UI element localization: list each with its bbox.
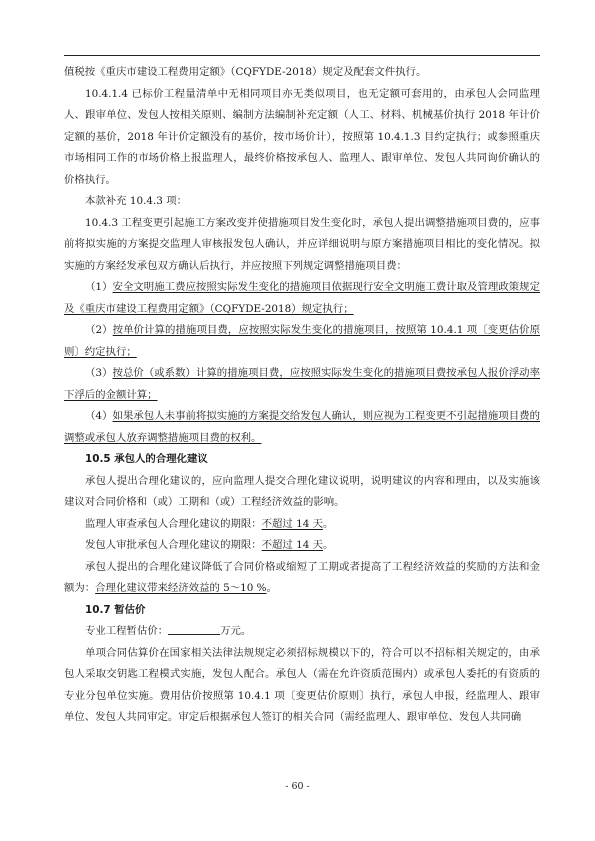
header-rule	[64, 55, 540, 56]
section-heading: 10.5 承包人的合理化建议	[85, 453, 208, 465]
list-item-text: 如果承包人未事前将拟实施的方案提交给发包人确认，则应视为工程变更不引起措施项目费的调整或承包人放弃调整措施项目费的权利。	[64, 410, 540, 444]
paragraph	[64, 535, 540, 557]
list-item	[64, 320, 540, 363]
paragraph	[64, 514, 540, 536]
paragraph	[64, 557, 540, 600]
label-text: 专业工程暂估价：	[85, 625, 169, 637]
label-text: 监理人审查承包人合理化建议的期限：	[85, 517, 262, 530]
list-item-number: （2）	[85, 324, 113, 336]
paragraph: 承包人提出合理化建议的，应向监理人提交合理化建议说明，说明建议的内容和理由，以及实施该建议对合同价格和（或）工期和（或）工程经济效益的影响。	[64, 474, 540, 508]
unit-text: 万元。	[220, 625, 252, 637]
list-item-number: （3）	[85, 367, 113, 379]
paragraph: 10.4.1.4 已标价工程量清单中无相同项目亦无类似项目，也无定额可套用的，由承包人会同监理人、跟审单位、发包人按相关原则、编制方法编制补充定额（人工、材料、机械基价执行 2018 年计价定额的基价，2018 年计价定额没有的基价，按市场价计），按照第 10.4.1.3 目约定执行；或参照重庆市场相同工作的市场价格上报监理人，最终价格按承包人、监理人、跟审单位、发包人共同询价确认的价格执行。	[64, 87, 540, 186]
list-item	[64, 363, 540, 406]
punctuation: 。	[323, 539, 334, 551]
section-heading: 10.7 暂估价	[85, 603, 146, 616]
list-item-number: （4）	[85, 410, 113, 422]
blank-field	[168, 624, 220, 635]
filled-value: 不超过 14 天	[261, 517, 324, 530]
list-item-text: 按单价计算的措施项目费，应按照实际发生变化的措施项目，按照第 10.4.1 项〔变更估价原则〕约定执行；	[64, 324, 540, 358]
body-text	[64, 62, 540, 729]
label-text: 承包人提出的合理化建议降低了合同价格或缩短了工期或者提高了工程经济效益的奖励的方法和金额为：	[64, 560, 540, 594]
paragraph: 值税按《重庆市建设工程费用定额》（CQFYDE-2018）规定及配套文件执行。	[64, 66, 427, 78]
filled-value: 合理化建议带来经济效益的 5～10 %	[95, 582, 267, 594]
list-item	[64, 277, 540, 320]
list-item	[64, 406, 540, 449]
punctuation: 。	[323, 517, 334, 530]
list-item-text: 按总价（或系数）计算的措施项目费，应按照实际发生变化的措施项目费按承包人报价浮动率下浮后的金额计算；	[64, 367, 540, 401]
paragraph	[64, 621, 540, 643]
list-item-text: 安全文明施工费应按照实际发生变化的措施项目依据现行安全文明施工费计取及管理政策规定及《重庆市建设工程费用定额》（CQFYDE-2018）规定执行；	[64, 281, 540, 315]
punctuation: 。	[266, 582, 277, 594]
label-text: 发包人审批承包人合理化建议的期限：	[85, 539, 262, 551]
paragraph: 单项合同估算价在国家相关法律法规规定必须招标规模以下的，符合可以不招标相关规定的，由承包人采取交钥匙工程模式实施，发包人配合。承包人（需在允许资质范围内）或承包人委托的有资质的专业分包单位实施。费用估价按照第 10.4.1 项〔变更估价原则〕执行，承包人申报，经监理人、跟审单位、发包人共同审定。审定后根据承包人签订的相关合同（需经监理人、跟审单位、发包人共同确	[64, 646, 540, 723]
list-item-number: （1）	[85, 281, 113, 293]
paragraph: 本款补充 10.4.3 项：	[85, 195, 187, 207]
filled-value: 不超过 14 天	[261, 539, 324, 551]
paragraph: 10.4.3 工程变更引起施工方案改变并使措施项目发生变化时，承包人提出调整措施项目费的，应事前将拟实施的方案提交监理人审核报发包人确认，并应详细说明与原方案措施项目相比的变化情况。拟实施的方案经发承包双方确认后执行，并应按照下列规定调整措施项目费：	[64, 216, 540, 272]
page-number: - 60 -	[285, 781, 310, 792]
